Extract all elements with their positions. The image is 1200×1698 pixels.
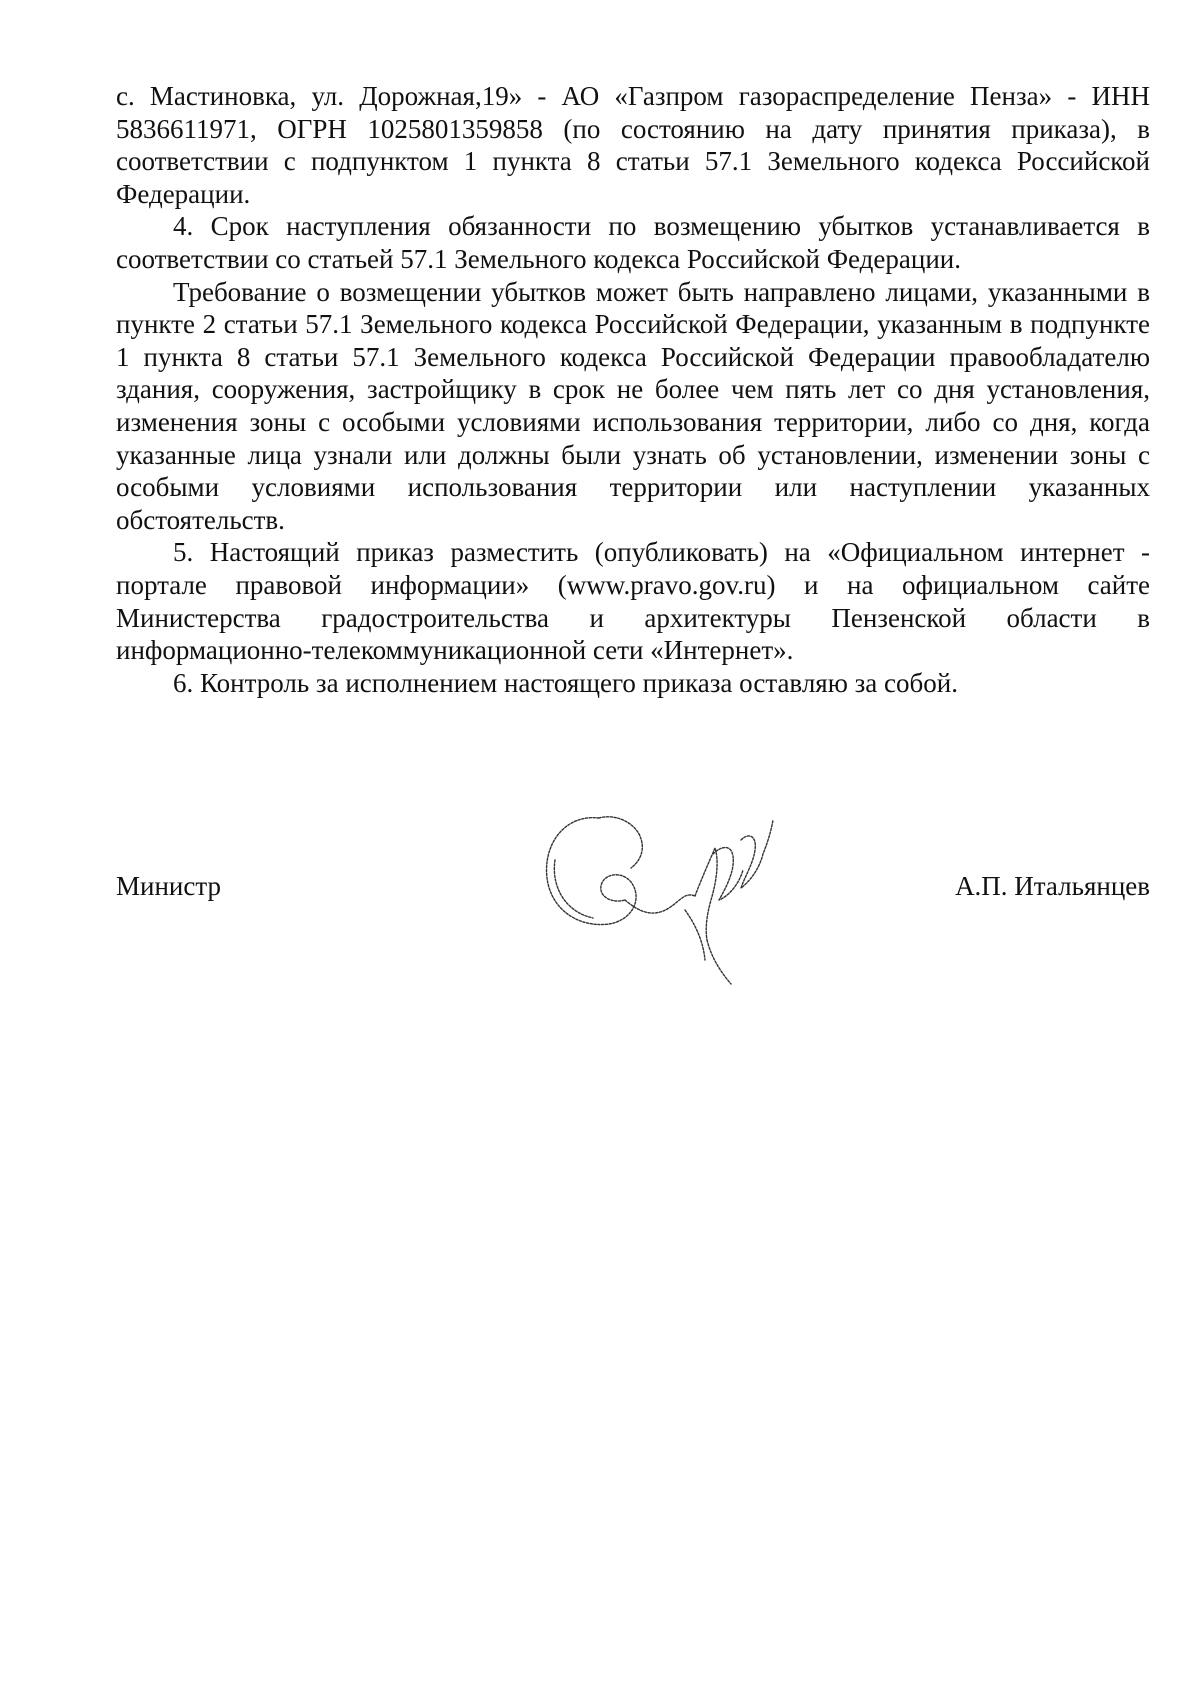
signer-name: А.П. Итальянцев [955,871,1150,901]
paragraph-continuation: с. Мастиновка, ул. Дорожная,19» - АО «Газпром газораспределение Пенза» - ИНН 5836611971, ОГРН 1025801359858 (по состоянию на дату принятия приказа), в соответствии с подпунктом 1 пункта 8 статьи 57.1 Земельного кодекса Российской Федерации. [116,81,1150,209]
paragraph-item-6: 6. Контроль за исполнением настоящего приказа оставляю за собой. [173,667,958,698]
signature-block [116,870,1150,920]
paragraph-damage-claim: Требование о возмещении убытков может быть направлено лицами, указанными в пункте 2 статьи 57.1 Земельного кодекса Российской Федерации, указанным в подпункте 1 пункта 8 статьи 57.1 Земельного кодекса Российской Федерации правообладателю здания, сооружения, застройщику в срок не более чем пять лет со дня установления, изменения зоны с особыми условиями использования территории, либо со дня, когда указанные лица узнали или должны были узнать об установлении, изменении зоны с особыми условиями использования территории или наступлении указанных обстоятельств. [116,276,1150,535]
paragraph-item-5: 5. Настоящий приказ разместить (опубликовать) на «Официальном интернет - портале правовой информации» (www.pravo.gov.ru) и на официальном сайте Министерства градостроительства и архитектуры Пензенской области в информационно-телекоммуникационной сети «Интернет». [116,537,1150,666]
paragraph-item-4: 4. Срок наступления обязанности по возмещению убытков устанавливается в соответствии со статьей 57.1 Земельного кодекса Российской Федерации. [116,211,1150,274]
document-body [116,80,1150,699]
signer-title: Министр [116,871,221,901]
